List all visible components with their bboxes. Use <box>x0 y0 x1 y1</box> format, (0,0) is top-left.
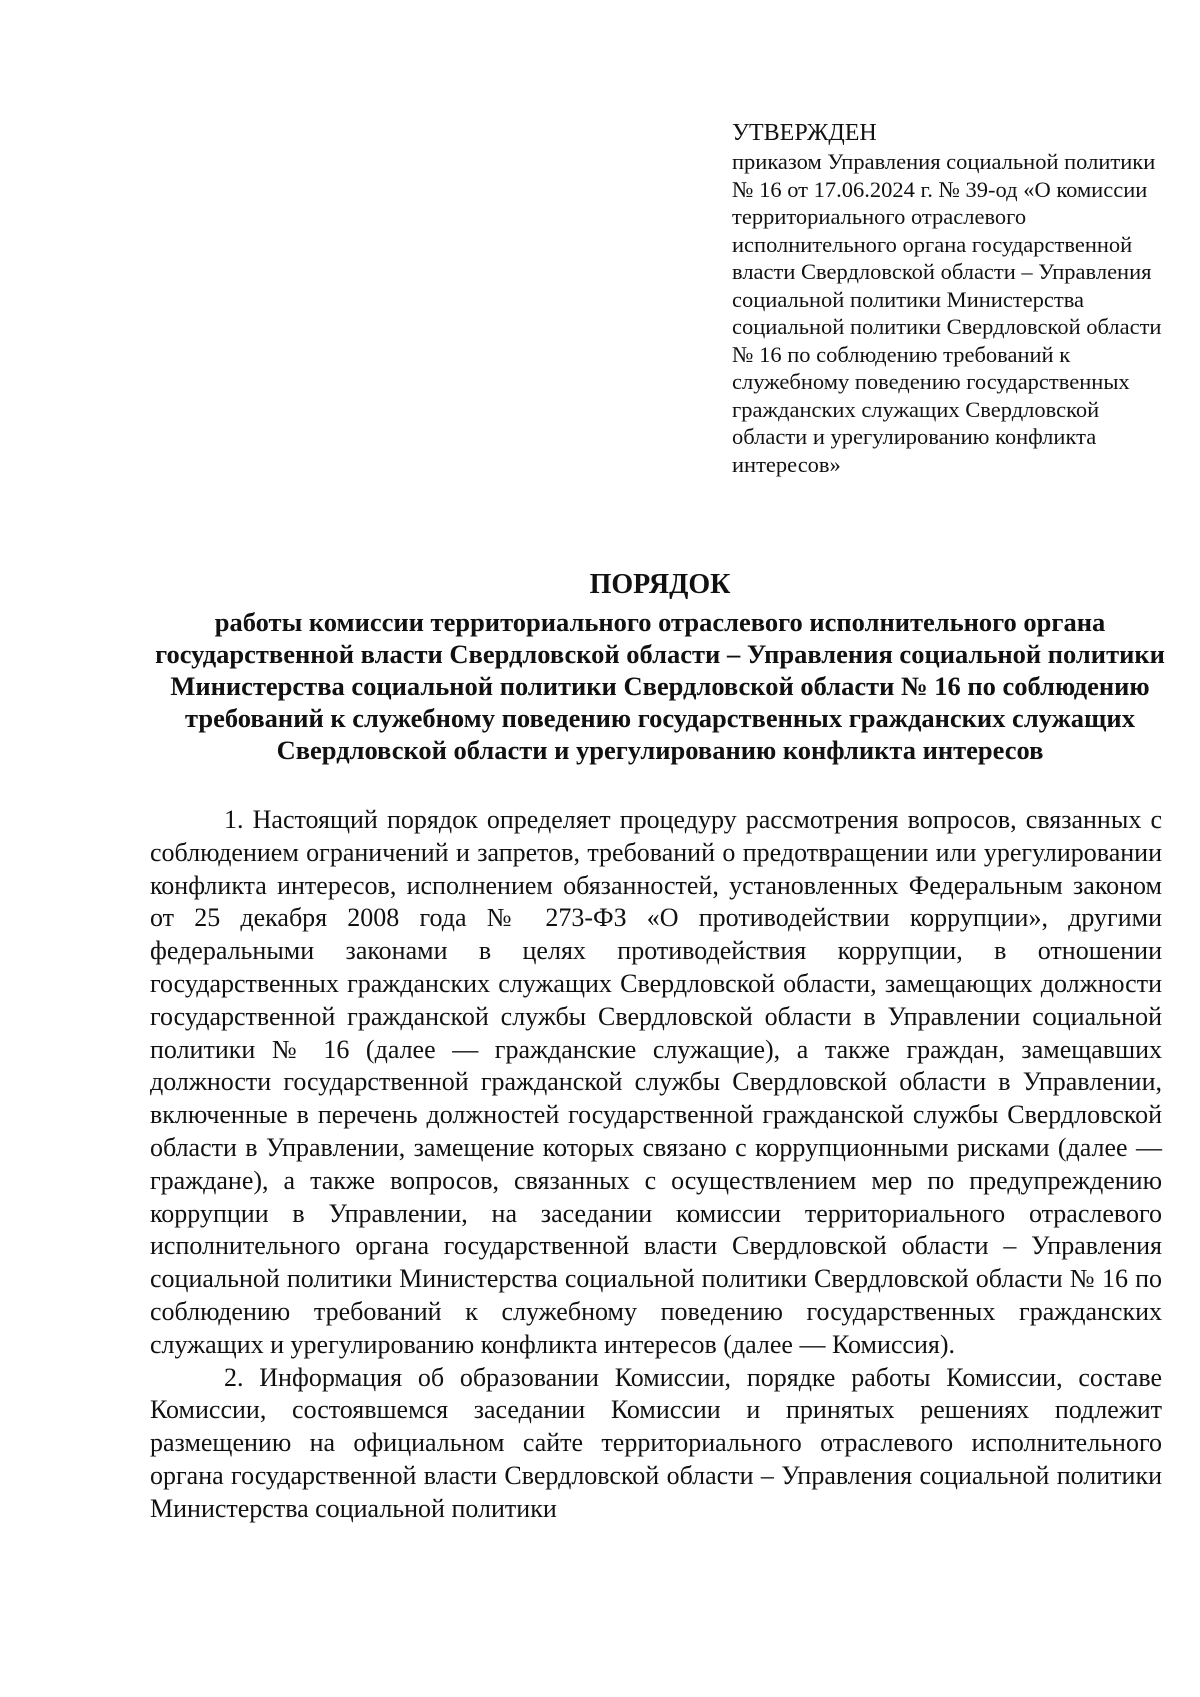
paragraph-2: 2. Информация об образовании Комиссии, порядке работы Комиссии, составе Комиссии, состоявшемся заседании Комиссии и принятых решениях подлежит размещению на официальном сайте территориального отраслевого исполнительного органа государственной власти Свердловской области – Управления социальной политики Министерства социальной политики <box>150 1362 1162 1523</box>
document-subtitle: работы комиссии территориального отраслевого исполнительного органа государственной власти Свердловской области – Управления социальной политики Министерства социальной политики Свердловской области № 16 по соблюдению требований к служебному поведению государственных гражданских служащих Свердловской области и урегулированию конфликта интересов <box>155 607 1165 765</box>
approved-heading: УТВЕРЖДЕН <box>732 120 877 146</box>
document-body <box>150 804 1162 1526</box>
document-title: ПОРЯДОК <box>589 569 731 600</box>
approval-stamp-block <box>732 118 1172 478</box>
approval-order-text: приказом Управления социальной политики № 16 от 17.06.2024 г. № 39-од «О комиссии территориального отраслевого исполнительного органа государственной власти Свердловской области – Управления социальной политики Министерства социальной политики Свердловской области № 16 по соблюдению требований к служебному поведению государственных гражданских служащих Свердловской области и урегулированию конфликта интересов» <box>732 149 1162 477</box>
paragraph-1: 1. Настоящий порядок определяет процедуру рассмотрения вопросов, связанных с соблюдением ограничений и запретов, требований о предотвращении или урегулировании конфликта интересов, исполнением обязанностей, установленных Федеральным законом от 25 декабря 2008 года № 273-ФЗ «О противодействии коррупции», другими федеральными законами в целях противодействия коррупции, в отношении государственных гражданских служащих Свердловской области, замещающих должности государственной гражданской службы Свердловской области в Управлении социальной политики № 16 (далее — гражданские служащие), а также граждан, замещавших должности государственной гражданской службы Свердловской области в Управлении, включенные в перечень должностей государственной гражданской службы Свердловской области в Управлении, замещение которых связано с коррупционными рисками (далее — граждане), а также вопросов, связанных с осуществлением мер по предупреждению коррупции в Управлении, на заседании комиссии территориального отраслевого исполнительного органа государственной власти Свердловской области – Управления социальной политики Министерства социальной политики Свердловской области № 16 по соблюдению требований к служебному поведению государственных гражданских служащих и урегулированию конфликта интересов (далее — Комиссия). <box>150 805 1162 1359</box>
